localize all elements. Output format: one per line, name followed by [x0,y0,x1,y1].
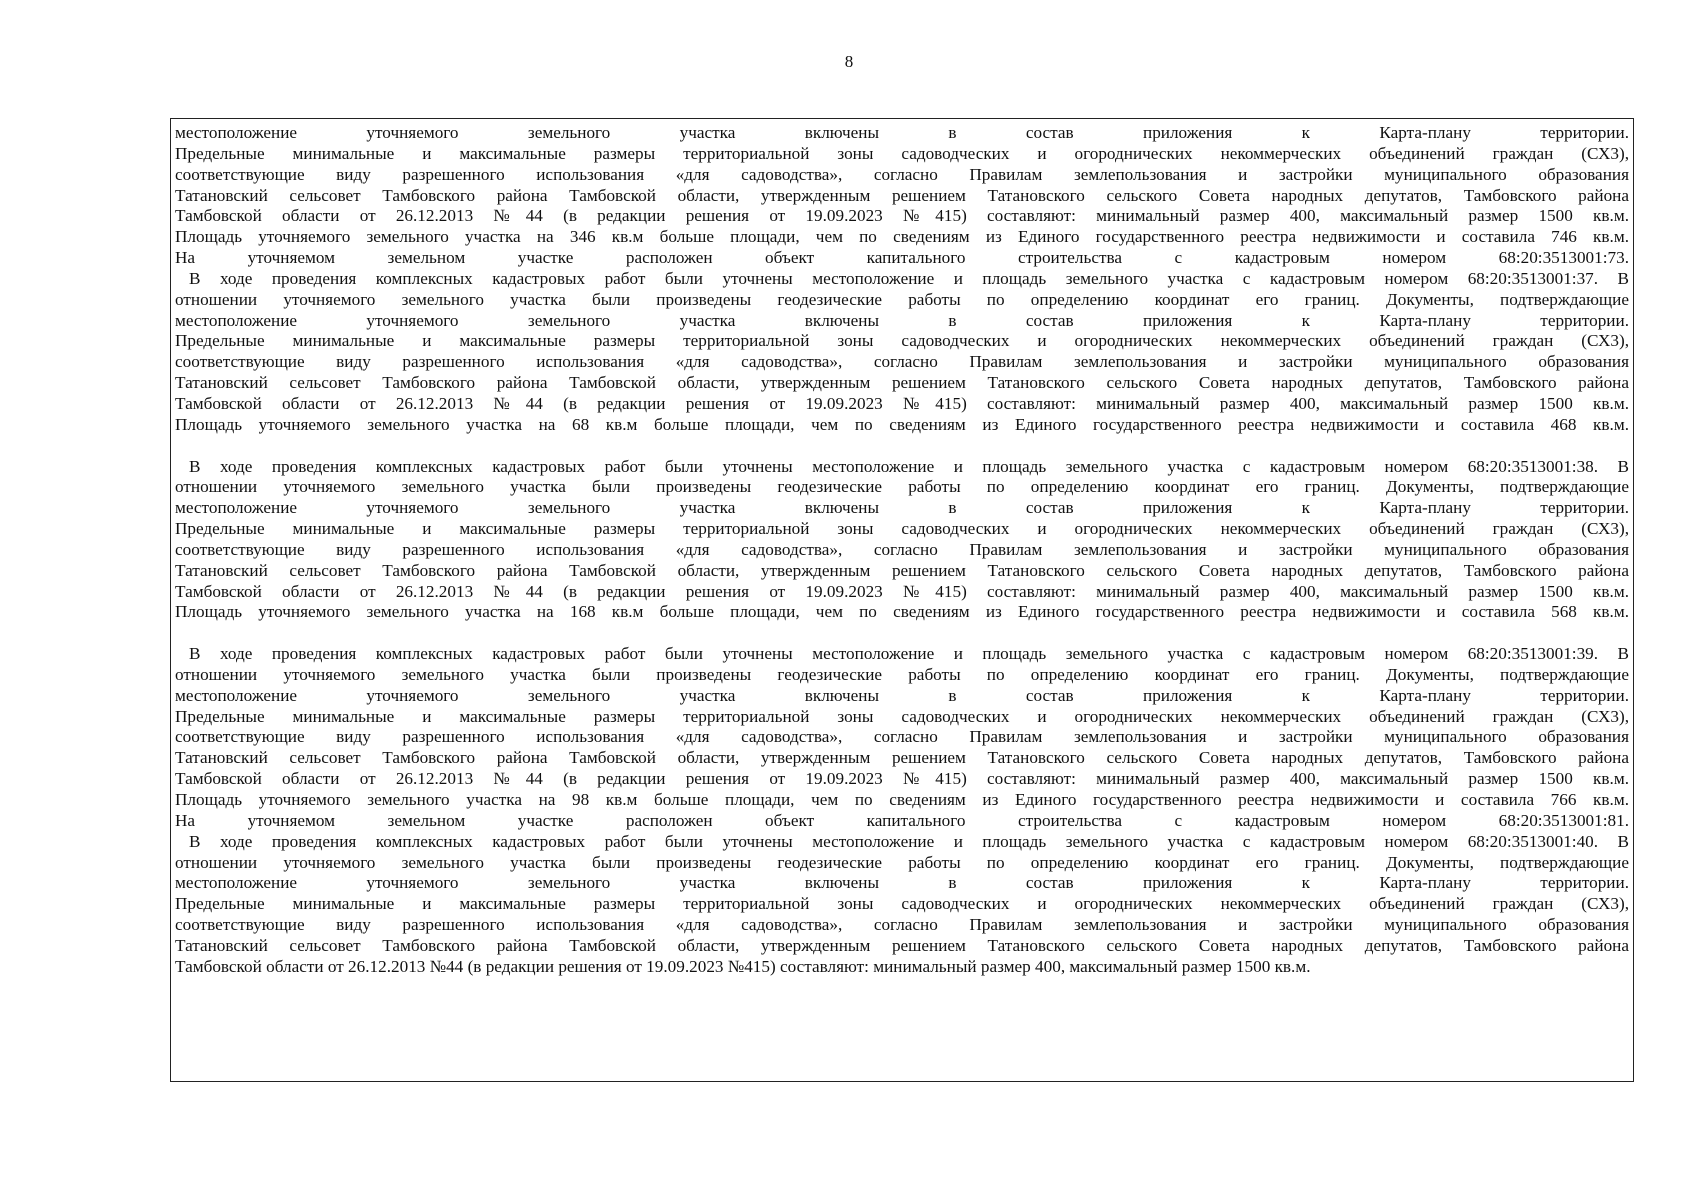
text-line: Татановский сельсовет Тамбовского района Тамбовской области, утвержденным решением Татановского сельского Совета народных депутатов, Тамбовского района [175,185,1629,205]
text-frame [170,118,1634,1082]
text-line: соответствующие виду разрешенного использования «для садоводства», согласно Правилам землепользования и застройки муниципального образования [175,915,1629,935]
text-line: Предельные минимальные и максимальные размеры территориальной зоны садоводческих и огороднических некоммерческих объединений граждан (СХ3), [175,331,1629,351]
text-line: местоположение уточняемого земельного участка включены в состав приложения к Карта-плану территории. [175,685,1629,705]
blank-line [175,623,1629,644]
page-number: 8 [844,52,854,71]
text-line: Татановский сельсовет Тамбовского района Тамбовской области, утвержденным решением Татановского сельского Совета народных депутатов, Тамбовского района [175,560,1629,580]
text-line: На уточняемом земельном участке расположен объект капитального строительства с кадастровым номером 68:20:3513001:81. [175,810,1629,830]
text-line: Предельные минимальные и максимальные размеры территориальной зоны садоводческих и огороднических некоммерческих объединений граждан (СХ3), [175,519,1629,539]
text-line: соответствующие виду разрешенного использования «для садоводства», согласно Правилам землепользования и застройки муниципального образования [175,539,1629,559]
text-line: Тамбовской области от 26.12.2013 №44 (в редакции решения от 19.09.2023 №415) составляют: минимальный размер 400, максимальный размер 1500 кв.м. [175,956,1311,976]
document-body [175,123,1629,978]
text-line: соответствующие виду разрешенного использования «для садоводства», согласно Правилам землепользования и застройки муниципального образования [175,164,1629,184]
text-line: Предельные минимальные и максимальные размеры территориальной зоны садоводческих и огороднических некоммерческих объединений граждан (СХ3), [175,894,1629,914]
text-line: отношении уточняемого земельного участка были произведены геодезические работы по определению координат его границ. Документы, подтверждающие [175,852,1629,872]
text-line: отношении уточняемого земельного участка были произведены геодезические работы по определению координат его границ. Документы, подтверждающие [175,664,1629,684]
text-line: Татановский сельсовет Тамбовского района Тамбовской области, утвержденным решением Татановского сельского Совета народных депутатов, Тамбовского района [175,373,1629,393]
text-line: Татановский сельсовет Тамбовского района Тамбовской области, утвержденным решением Татановского сельского Совета народных депутатов, Тамбовского района [175,935,1629,955]
text-line: Тамбовской области от 26.12.2013 №44 (в редакции решения от 19.09.2023 №415) составляют: минимальный размер 400, максимальный размер 1500 кв.м. [175,206,1629,226]
text-line: местоположение уточняемого земельного участка включены в состав приложения к Карта-плану территории. [175,498,1629,518]
text-line: Площадь уточняемого земельного участка на 168 кв.м больше площади, чем по сведениям из Единого государственного реестра недвижимости и составила 568 кв.м. [175,602,1629,622]
text-line: Площадь уточняемого земельного участка на 68 кв.м больше площади, чем по сведениям из Единого государственного реестра недвижимости и составила 468 кв.м. [175,414,1629,434]
text-line: Площадь уточняемого земельного участка на 346 кв.м больше площади, чем по сведениям из Единого государственного реестра недвижимости и составила 746 кв.м. [175,227,1629,247]
text-line: отношении уточняемого земельного участка были произведены геодезические работы по определению координат его границ. Документы, подтверждающие [175,289,1629,309]
text-line: Тамбовской области от 26.12.2013 №44 (в редакции решения от 19.09.2023 №415) составляют: минимальный размер 400, максимальный размер 1500 кв.м. [175,769,1629,789]
text-line: В ходе проведения комплексных кадастровых работ были уточнены местоположение и площадь земельного участка с кадастровым номером 68:20:3513001:38. В [189,456,1629,476]
text-line: местоположение уточняемого земельного участка включены в состав приложения к Карта-плану территории. [175,123,1629,142]
text-line: соответствующие виду разрешенного использования «для садоводства», согласно Правилам землепользования и застройки муниципального образования [175,727,1629,747]
text-line: Предельные минимальные и максимальные размеры территориальной зоны садоводческих и огороднических некоммерческих объединений граждан (СХ3), [175,706,1629,726]
text-line: отношении уточняемого земельного участка были произведены геодезические работы по определению координат его границ. Документы, подтверждающие [175,477,1629,497]
blank-line [175,436,1629,457]
text-line: Предельные минимальные и максимальные размеры территориальной зоны садоводческих и огороднических некоммерческих объединений граждан (СХ3), [175,143,1629,163]
text-line: Тамбовской области от 26.12.2013 №44 (в редакции решения от 19.09.2023 №415) составляют: минимальный размер 400, максимальный размер 1500 кв.м. [175,581,1629,601]
text-line: соответствующие виду разрешенного использования «для садоводства», согласно Правилам землепользования и застройки муниципального образования [175,352,1629,372]
text-line: В ходе проведения комплексных кадастровых работ были уточнены местоположение и площадь земельного участка с кадастровым номером 68:20:3513001:40. В [189,831,1629,851]
text-line: Площадь уточняемого земельного участка на 98 кв.м больше площади, чем по сведениям из Единого государственного реестра недвижимости и составила 766 кв.м. [175,790,1629,809]
text-line: Татановский сельсовет Тамбовского района Тамбовской области, утвержденным решением Татановского сельского Совета народных депутатов, Тамбовского района [175,748,1629,768]
text-line: Тамбовской области от 26.12.2013 №44 (в редакции решения от 19.09.2023 №415) составляют: минимальный размер 400, максимальный размер 1500 кв.м. [175,393,1629,413]
text-line: местоположение уточняемого земельного участка включены в состав приложения к Карта-плану территории. [175,873,1629,893]
text-line: На уточняемом земельном участке расположен объект капитального строительства с кадастровым номером 68:20:3513001:73. [175,248,1629,268]
text-line: В ходе проведения комплексных кадастровых работ были уточнены местоположение и площадь земельного участка с кадастровым номером 68:20:3513001:39. В [189,644,1629,664]
text-line: В ходе проведения комплексных кадастровых работ были уточнены местоположение и площадь земельного участка с кадастровым номером 68:20:3513001:37. В [189,268,1629,288]
text-line: местоположение уточняемого земельного участка включены в состав приложения к Карта-плану территории. [175,310,1629,330]
